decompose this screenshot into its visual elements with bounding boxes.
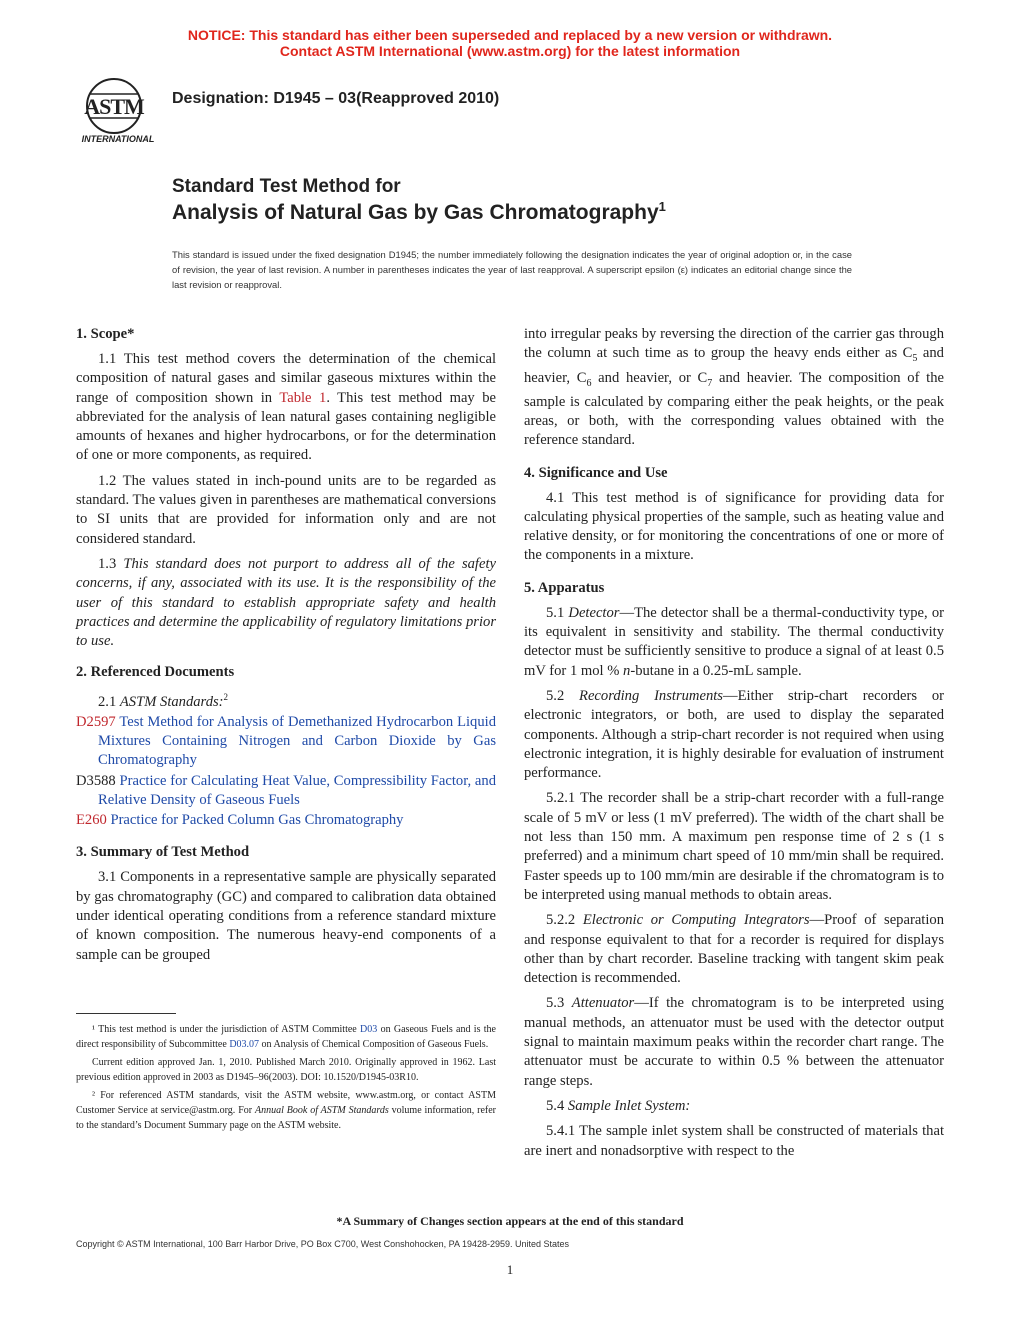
para-2-1-num: 2.1 [98, 694, 120, 711]
para-3-1-continued [524, 325, 944, 451]
para-5-3-num: 5.3 [546, 995, 572, 1012]
summary-of-changes-note: *A Summary of Changes section appears at the end of this standard [336, 1214, 684, 1228]
para-5-4-num: 5.4 [546, 1097, 568, 1114]
footnotes [76, 1022, 496, 1136]
para-5-1-num: 5.1 [546, 604, 569, 621]
footnote-2-italic: Annual Book of ASTM Standards [254, 1105, 389, 1116]
para-1-3 [76, 555, 496, 651]
ref-d3588-code[interactable]: D3588 [76, 772, 116, 789]
ref-e260[interactable] [76, 811, 496, 830]
para-5-4 [524, 1097, 944, 1116]
para-1-2: 1.2 The values stated in inch-pound units are to be regarded as standard. The values given in parentheses are mathematical conversions to SI units that are provided for information only and are not considered standard. [76, 472, 496, 547]
para-5-2-1: 5.2.1 The recorder shall be a strip-chart recorder with a full-range scale of 5 mV or less (1 mV preferred). The width of the chart shall be not less than 150 mm. A maximum pen response time of 2 s (1 s preferred) and a minimum chart speed of 10 mm/min shall be required. Faster speeds up to 100 mm/min are desirable if the chromatogram is to be interpreted using manual methods to obtain areas. [524, 790, 944, 903]
copyright-line: Copyright © ASTM International, 100 Barr Harbor Drive, PO Box C700, West Conshohocken, PA 19428-2959. United States [76, 1239, 570, 1249]
para-5-2 [524, 687, 944, 783]
para-1-1-text-b: . This test method may be abbreviated for the analysis of lean natural gases containing negligible amounts of hexanes and higher hydrocarbons, or for the determination of one or more components, as required. [76, 389, 496, 464]
para-2-1 [76, 688, 496, 712]
ref-d3588[interactable] [76, 772, 496, 811]
para-5-1 [524, 604, 944, 681]
para-5-2-2-num: 5.2.2 [546, 912, 583, 929]
para-2-1-text: ASTM Standards: [119, 694, 224, 711]
section-1-heading: 1. Scope* [76, 326, 135, 342]
page-number: 1 [506, 1262, 514, 1277]
footnote-1-link-d0307[interactable]: D03.07 [229, 1039, 260, 1050]
para-3-1: 3.1 Components in a representative sample are physically separated by gas chromatography (GC) and compared to calibration data obtained under identical operating conditions from a reference standard mixture of known composition. The numerous heavy-end components of a sample can be grouped [76, 869, 496, 963]
para-3-1-sub6: 6 [586, 377, 592, 389]
para-3-1-cont-c: and heavier, or C [591, 369, 708, 386]
table-1-link[interactable]: Table 1 [279, 389, 327, 406]
logo-astm-text: ASTM [84, 94, 144, 119]
title-footnote-mark: 1 [658, 199, 666, 214]
para-5-3-term: Attenuator [571, 995, 635, 1012]
ref-d3588-title[interactable]: Practice for Calculating Heat Value, Compressibility Factor, and Relative Density of Gaseous Fuels [98, 772, 496, 808]
para-5-2-num: 5.2 [546, 687, 580, 704]
ref-e260-title[interactable]: Practice for Packed Column Gas Chromatography [106, 812, 404, 829]
footnote-2 [76, 1088, 496, 1133]
ref-d2597[interactable] [76, 713, 496, 771]
footnote-1-edition: Current edition approved Jan. 1, 2010. Published March 2010. Originally approved in 1962. Last previous edition approved in 2003 as D1945–96(2003). DOI: 10.1520/D1945-03R10. [76, 1057, 496, 1083]
para-1-1 [76, 350, 496, 466]
designation: Designation: D1945 – 03(Reapproved 2010) [172, 90, 500, 107]
logo-international-text: INTERNATIONAL [81, 134, 155, 144]
para-5-3-text: —If the chromatogram is to be interpreted using manual methods, an attenuator must be used with the detector output signal to maintain maximum peaks within the recorder chart range. The attenuator must be accurate to within 0.5 % between the attenuator range steps. [524, 995, 944, 1089]
para-5-1-text-b: -butane in a 0.25-mL sample. [630, 662, 802, 679]
ref-e260-code[interactable]: E260 [76, 812, 107, 829]
para-5-2-term: Recording Instruments [579, 687, 723, 704]
ref-d2597-code[interactable]: D2597 [76, 713, 116, 730]
title-line-2 [172, 199, 666, 225]
para-5-2-2-term: Electronic or Computing Integrators [582, 912, 810, 929]
para-5-1-n: n [623, 662, 631, 679]
intro-paragraph: This standard is issued under the fixed designation D1945; the number immediately following the designation indicates the year of original adoption or, in the case of revision, the year of last revision. A number in parentheses indicates the year of last reapproval. A superscript epsilon (ε) indicates an editorial change since the last revision or reapproval. [172, 249, 852, 290]
footnote-2-text-a: ² For referenced ASTM standards, visit the ASTM website, www.astm.org, or contact ASTM Customer Service at service@astm.org. For [76, 1090, 496, 1116]
para-5-3 [524, 994, 944, 1090]
para-3-1-cont-a: into irregular peaks by reversing the direction of the carrier gas through the column at such time as to group the heavy ends either as C [524, 326, 944, 362]
footnote-1-text-b: on Gaseous Fuels and is the direct responsibility of Subcommittee [76, 1024, 496, 1050]
section-5-heading: 5. Apparatus [524, 579, 605, 596]
section-4-heading: 4. Significance and Use [524, 464, 668, 481]
para-5-1-text-a: —The detector shall be a thermal-conductivity type, or its equivalent in sensitivity and stability. The thermal conductivity detector must be sufficiently sensitive to produce a signal of at least 0.5 mV for 1 mol % [524, 604, 944, 679]
section-3-heading: 3. Summary of Test Method [76, 844, 250, 861]
title-text: Analysis of Natural Gas by Gas Chromatography [172, 201, 659, 224]
para-5-4-1: 5.4.1 The sample inlet system shall be constructed of materials that are inert and nonadsorptive with respect to the [524, 1123, 944, 1159]
notice-line-2: Contact ASTM International (www.astm.org) for the latest information [279, 43, 741, 59]
para-4-1: 4.1 This test method is of significance for providing data for calculating physical properties of the sample, such as heating value and relative density, or for monitoring the concentrations of one or more of the components in a mixture. [524, 489, 944, 564]
footnote-2-text-b: volume information, refer to the standard’s Document Summary page on the ASTM website. [76, 1105, 496, 1131]
footnote-1-text-a: ¹ This test method is under the jurisdiction of ASTM Committee [92, 1024, 361, 1035]
para-3-1-sub5: 5 [912, 353, 918, 365]
footnote-1-text-c: on Analysis of Chemical Composition of Gaseous Fuels. [259, 1039, 489, 1050]
para-3-1-cont-b: and heavier, C [524, 345, 944, 386]
footnote-1 [76, 1022, 496, 1052]
footnote-rule [76, 1013, 176, 1014]
notice-line-1: NOTICE: This standard has either been superseded and replaced by a new version or withdrawn. [187, 27, 833, 43]
title-line-1: Standard Test Method for [172, 176, 401, 197]
footnote-1-link-d03[interactable]: D03 [360, 1024, 378, 1035]
left-column [76, 325, 496, 971]
para-3-1-cont-d: and heavier. The composition of the sample is calculated by comparing either the peak heights, or the peak areas, or both, with the corresponding values obtained with the reference standard. [524, 369, 945, 449]
para-5-2-text: —Either strip-chart recorders or electronic integrators, or both, are used to display the separated components. Although a strip-chart recorder is not required when using electronic integration, it is highly desirable for evaluation of instrument performance. [524, 687, 944, 782]
para-1-3-text: This standard does not purport to address all of the safety concerns, if any, associated with its use. It is the responsibility of the user of this standard to establish appropriate safety and health practices and determine the applicability of regulatory limitations prior to use. [76, 555, 496, 650]
astm-logo-icon [76, 74, 160, 146]
para-3-1-sub7: 7 [707, 377, 713, 389]
para-5-4-term: Sample Inlet System: [567, 1097, 691, 1114]
ref-d2597-title[interactable]: Test Method for Analysis of Demethanized Hydrocarbon Liquid Mixtures Containing Nitrogen and Carbon Dioxide by Gas Chromatography [98, 713, 496, 769]
para-5-2-2 [524, 911, 944, 988]
para-5-2-2-text: —Proof of separation and response equivalent to that for a recorder is required for displays other than by chart recorder. Baseline tracking with tangent skim peak detection is recommended. [524, 912, 944, 987]
para-5-1-term: Detector [568, 604, 620, 621]
para-1-1-text-a: 1.1 This test method covers the determination of the chemical composition of natural gases and similar gaseous mixtures within the range of composition shown in [76, 351, 496, 406]
para-2-1-sup: 2 [223, 692, 229, 703]
section-2-heading: 2. Referenced Documents [76, 664, 235, 681]
right-column [524, 325, 944, 1167]
para-1-3-num: 1.3 [98, 555, 124, 572]
